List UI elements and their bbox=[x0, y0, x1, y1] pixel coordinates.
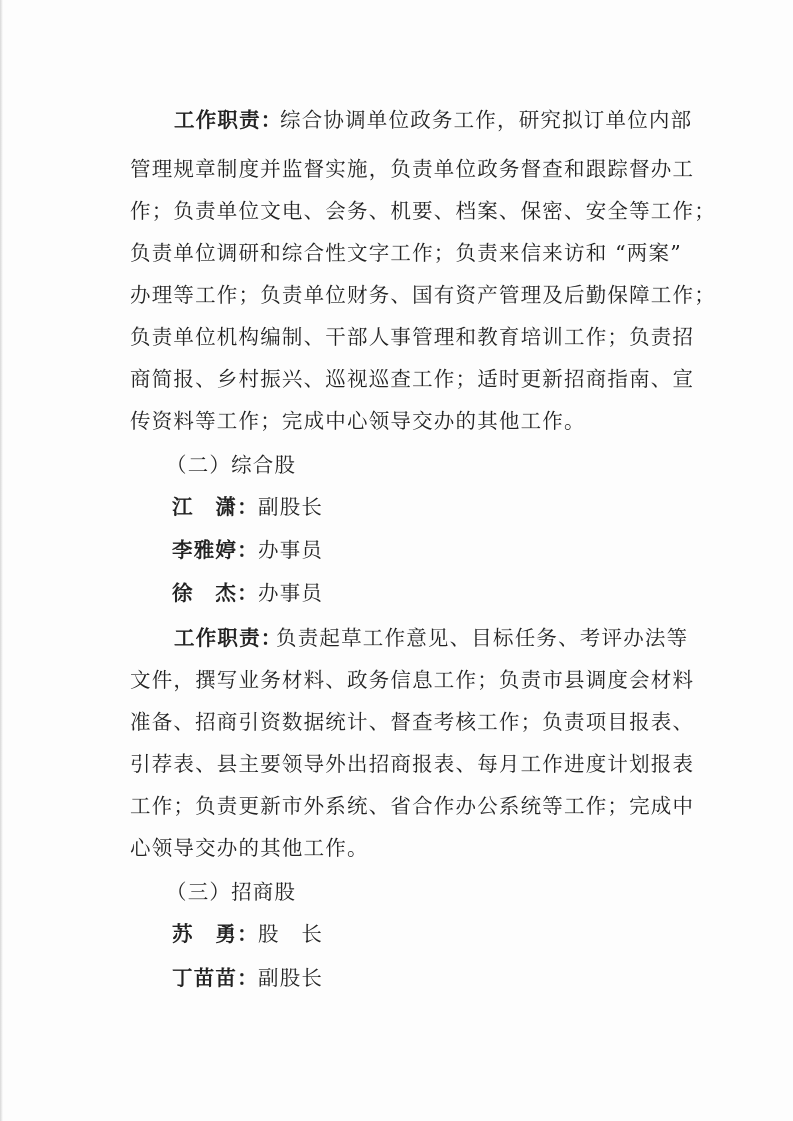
page-edge-shadow bbox=[0, 0, 3, 1121]
section2-duty-text: 文件，撰写业务材料、政务信息工作；负责市县调度会材料 bbox=[130, 668, 695, 692]
section2-duty-label: 工作职责： bbox=[174, 626, 283, 650]
section1-duty-text: 负责单位调研和综合性文字工作；负责来信来访和 “两案” bbox=[130, 241, 682, 265]
staff-name: 苏 勇： bbox=[172, 922, 259, 946]
staff-role: 副股长 bbox=[258, 966, 324, 990]
section1-duty-text: 传资料等工作；完成中心领导交办的其他工作。 bbox=[130, 409, 586, 433]
section1-duty-text: 商简报、乡村振兴、巡视巡查工作；适时更新招商指南、宣 bbox=[130, 367, 695, 391]
section2-duty-text: 引荐表、县主要领导外出招商报表、每月工作进度计划报表 bbox=[130, 752, 695, 776]
staff-role: 副股长 bbox=[258, 495, 324, 519]
section1-duty-text: 作；负责单位文电、会务、机要、档案、保密、安全等工作； bbox=[130, 199, 716, 223]
staff-role: 办事员 bbox=[258, 581, 324, 605]
section3-heading: （三）招商股 bbox=[166, 880, 297, 904]
staff-name: 江 潇： bbox=[172, 495, 259, 519]
staff-role: 办事员 bbox=[258, 538, 324, 562]
section2-duty-text: 工作；负责更新市外系统、省合作办公系统等工作；完成中 bbox=[130, 794, 695, 818]
staff-name: 徐 杰： bbox=[172, 581, 259, 605]
section1-duty-text: 管理规章制度并监督实施，负责单位政务督查和跟踪督办工 bbox=[130, 157, 695, 181]
section2-heading: （二）综合股 bbox=[166, 453, 297, 477]
section1-duty-text: 综合协调单位政务工作，研究拟订单位内部 bbox=[280, 108, 693, 132]
staff-role: 股 长 bbox=[258, 922, 324, 946]
section2-duty-text: 负责起草工作意见、目标任务、考评办法等 bbox=[276, 626, 689, 650]
section2-duty-text: 准备、招商引资数据统计、督查考核工作；负责项目报表、 bbox=[130, 710, 695, 734]
staff-name: 丁苗苗： bbox=[172, 966, 259, 990]
section1-duty-text: 负责单位机构编制、干部人事管理和教育培训工作；负责招 bbox=[130, 325, 695, 349]
section1-duty-label: 工作职责： bbox=[174, 108, 283, 132]
staff-name: 李雅婷： bbox=[172, 538, 259, 562]
section1-duty-text: 办理等工作；负责单位财务、国有资产管理及后勤保障工作； bbox=[130, 283, 716, 307]
section2-duty-text: 心领导交办的其他工作。 bbox=[130, 836, 369, 860]
